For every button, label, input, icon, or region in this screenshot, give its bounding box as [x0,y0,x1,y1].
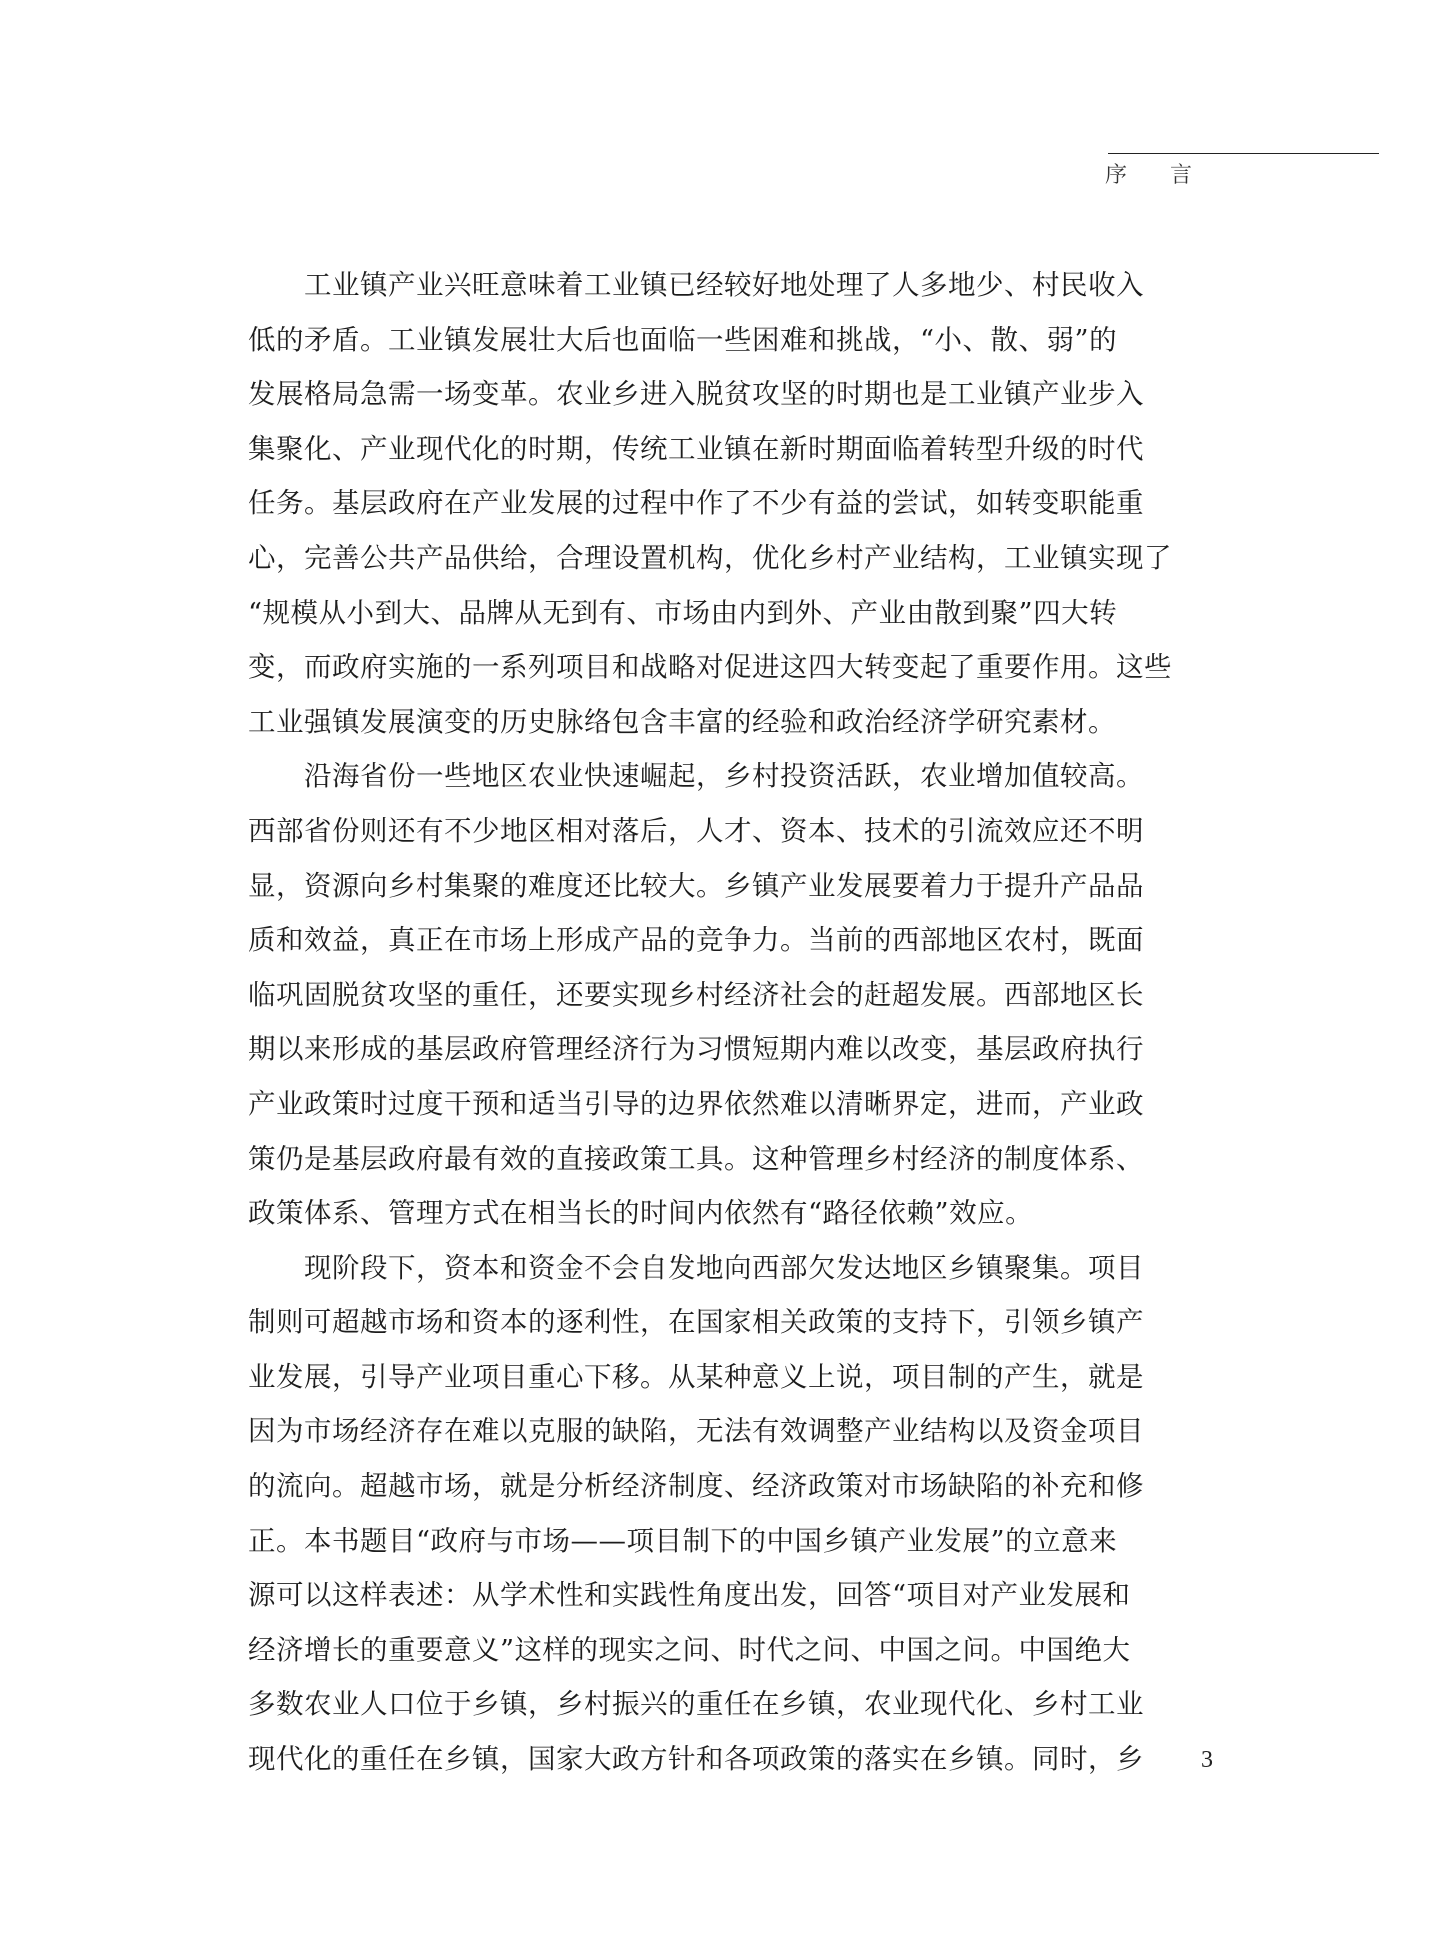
body-text [248,258,1178,1787]
text-line: 产业政策时过度干预和适当引导的边界依然难以清晰界定，进而，产业政 [248,1087,1144,1120]
text-line: 现代化的重任在乡镇，国家大政方针和各项政策的落实在乡镇。同时，乡 [248,1743,1144,1776]
text-line: 质和效益，真正在市场上形成产品的竞争力。当前的西部地区农村，既面 [248,924,1144,957]
text-line: 工业强镇发展演变的历史脉络包含丰富的经验和政治经济学研究素材。 [248,705,1116,738]
text-line: “规模从小到大、品牌从无到有、市场由内到外、产业由散到聚”四大转 [248,596,1118,629]
text-line: 变，而政府实施的一系列项目和战略对促进这四大转变起了重要作用。这些 [248,651,1172,684]
text-line: 经济增长的重要意义”这样的现实之问、时代之问、中国之问。中国绝大 [248,1633,1131,1666]
text-line: 西部省份则还有不少地区相对落后，人才、资本、技术的引流效应还不明 [248,814,1144,847]
text-line: 沿海省份一些地区农业快速崛起，乡村投资活跃，农业增加值较高。 [304,760,1144,793]
text-line: 业发展，引导产业项目重心下移。从某种意义上说，项目制的产生，就是 [248,1360,1144,1393]
text-line: 现阶段下，资本和资金不会自发地向西部欠发达地区乡镇聚集。项目 [304,1251,1144,1284]
text-line: 正。本书题目“政府与市场——项目制下的中国乡镇产业发展”的立意来 [248,1524,1118,1557]
text-line: 源可以这样表述：从学术性和实践性角度出发，回答“项目对产业发展和 [248,1579,1131,1612]
text-line: 集聚化、产业现代化的时期，传统工业镇在新时期面临着转型升级的时代 [248,432,1144,465]
text-line: 制则可超越市场和资本的逐利性，在国家相关政策的支持下，引领乡镇产 [248,1306,1144,1339]
text-line: 显，资源向乡村集聚的难度还比较大。乡镇产业发展要着力于提升产品品 [248,869,1144,902]
page-number: 3 [1201,1747,1213,1773]
text-line: 政策体系、管理方式在相当长的时间内依然有“路径依赖”效应。 [248,1197,1034,1230]
text-line: 工业镇产业兴旺意味着工业镇已经较好地处理了人多地少、村民收入 [304,269,1144,301]
running-header-title: 序 言 [1105,163,1210,188]
text-line: 多数农业人口位于乡镇，乡村振兴的重任在乡镇，农业现代化、乡村工业 [248,1688,1144,1721]
text-line: 临巩固脱贫攻坚的重任，还要实现乡村经济社会的赶超发展。西部地区长 [248,978,1144,1011]
text-line: 任务。基层政府在产业发展的过程中作了不少有益的尝试，如转变职能重 [248,487,1144,520]
text-line: 低的矛盾。工业镇发展壮大后也面临一些困难和挑战，“小、散、弱”的 [248,323,1118,356]
header-rule [1108,153,1379,154]
text-line: 因为市场经济存在难以克服的缺陷，无法有效调整产业结构以及资金项目 [248,1415,1144,1448]
text-line: 发展格局急需一场变革。农业乡进入脱贫攻坚的时期也是工业镇产业步入 [248,378,1144,411]
text-line: 的流向。超越市场，就是分析经济制度、经济政策对市场缺陷的补充和修 [248,1470,1144,1503]
text-line: 策仍是基层政府最有效的直接政策工具。这种管理乡村经济的制度体系、 [248,1142,1144,1175]
text-line: 心，完善公共产品供给，合理设置机构，优化乡村产业结构，工业镇实现了 [248,541,1172,574]
text-line: 期以来形成的基层政府管理经济行为习惯短期内难以改变，基层政府执行 [248,1033,1144,1066]
